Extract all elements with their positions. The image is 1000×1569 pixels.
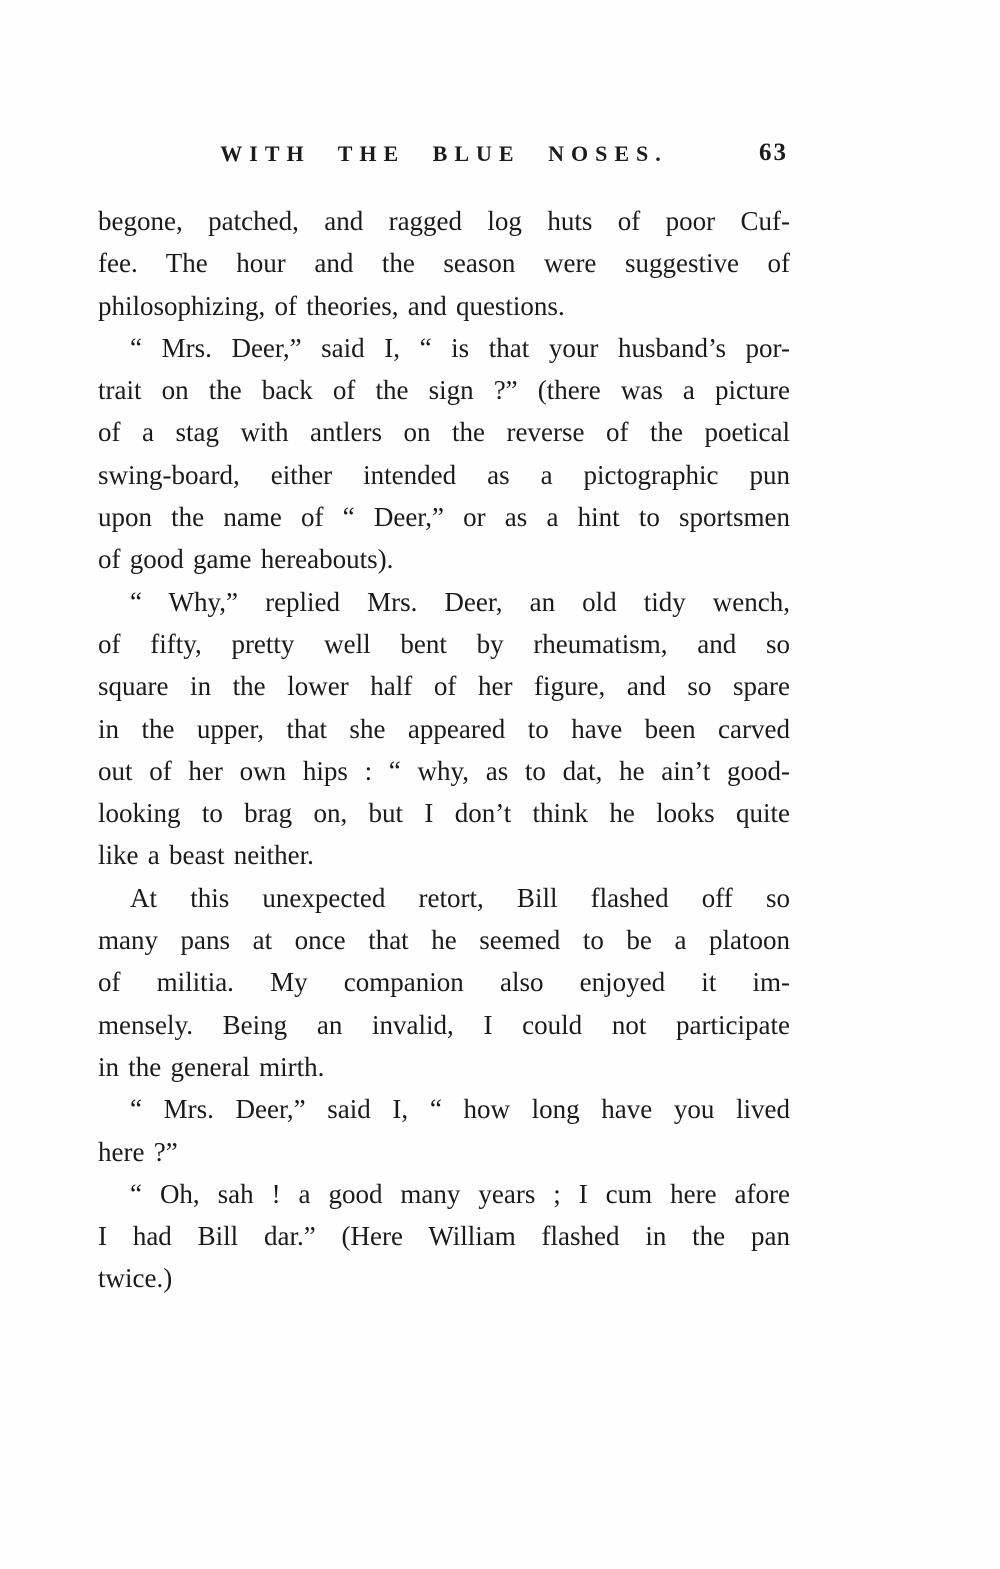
paragraph — [98, 877, 790, 1088]
page-number: 63 — [759, 139, 788, 166]
text-line: “ Mrs. Deer,” said I, “ is that your husband’s por- — [130, 332, 790, 363]
paragraph — [98, 581, 790, 877]
page-body — [98, 200, 790, 1300]
text-line: out of her own hips : “ why, as to dat, he ain’t good- — [98, 755, 790, 786]
paragraph — [98, 200, 790, 327]
paragraph — [98, 327, 790, 581]
text-line: looking to brag on, but I don’t think he looks quite — [98, 798, 790, 829]
text-line: I had Bill dar.” (Here William flashed in the pan — [98, 1221, 790, 1252]
text-line: of militia. My companion also enjoyed it im- — [98, 967, 790, 998]
text-line: in the general mirth. — [98, 1051, 325, 1082]
text-line: begone, patched, and ragged log huts of poor Cuf- — [98, 206, 790, 236]
text-line: philosophizing, of theories, and questions. — [98, 290, 565, 321]
text-line: “ Oh, sah ! a good many years ; I cum here afore — [130, 1178, 790, 1209]
text-line: many pans at once that he seemed to be a platoon — [98, 925, 790, 956]
text-line: trait on the back of the sign ?” (there was a picture — [98, 375, 790, 406]
text-line: “ Why,” replied Mrs. Deer, an old tidy wench, — [130, 586, 790, 617]
text-line: fee. The hour and the season were suggestive of — [98, 248, 790, 279]
text-line: of a stag with antlers on the reverse of the poetical — [98, 417, 790, 448]
text-line: mensely. Being an invalid, I could not participate — [98, 1009, 790, 1040]
text-line: At this unexpected retort, Bill flashed off so — [130, 882, 790, 913]
text-line: in the upper, that she appeared to have been carved — [98, 713, 790, 744]
page-title: WITH THE BLUE NOSES. — [220, 141, 668, 166]
text-line: of fifty, pretty well bent by rheumatism, and so — [98, 628, 790, 659]
text-line: here ?” — [98, 1136, 178, 1167]
text-line: swing-board, either intended as a pictographic pun — [98, 459, 790, 490]
text-line: square in the lower half of her figure, and so spare — [98, 671, 790, 702]
text-line: upon the name of “ Deer,” or as a hint to sportsmen — [98, 502, 790, 533]
text-line: of good game hereabouts). — [98, 544, 394, 575]
paragraph — [98, 1088, 790, 1173]
text-line: like a beast neither. — [98, 840, 314, 871]
text-line: twice.) — [98, 1263, 173, 1294]
paragraph — [98, 1173, 790, 1300]
running-header — [98, 141, 790, 173]
text-line: “ Mrs. Deer,” said I, “ how long have you lived — [130, 1094, 790, 1125]
